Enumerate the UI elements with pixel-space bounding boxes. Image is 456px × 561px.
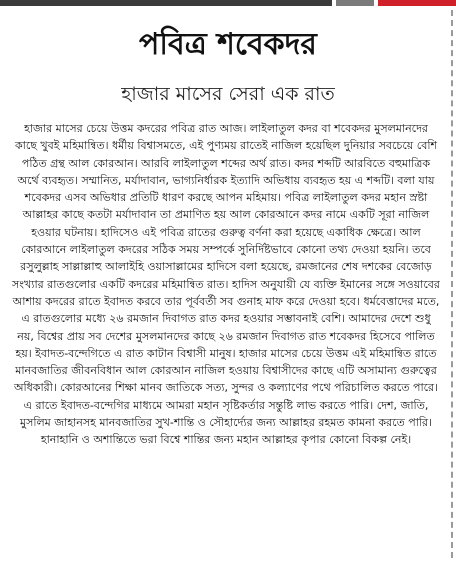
header-strip-dark [0,0,332,6]
header-strip-red [378,0,456,6]
article-subtitle: হাজার মাসের সেরা এক রাত [121,83,335,105]
header-color-strip [0,0,456,6]
article-title: পবিত্র শবেকদর [139,27,317,62]
header-strip-gray [336,0,374,6]
article-body: হাজার মাসের চেয়ে উত্তম কদরের পবিত্র রাত আজ। লাইলাতুল কদর বা শবেকদর মুসলমানদের কাছে খুবই মহিমান্বিত। ধর্মীয় বিশ্বাসমতে, এই পুণ্যময় রাতেই নাজিল হয়েছিল দুনিয়ার সবচেয়ে বেশি পঠিত গ্রন্থ আল কোরআন। আরবি লাইলাতুল শব্দের অর্থ রাত। কদর শব্দটি আরবিতে বহুমাত্রিক অর্থে ব্যবহৃত। সম্মানিত, মর্যাদাবান, ভাগ্যনির্ধারক ইত্যাদি অভিধায় ব্যবহৃত হয় এ শব্দটি। বলা যায় শবেকদর এসব অভিধার প্রতিটি ধারণ করছে আপন মহিমায়। পবিত্র লাইলাতুল কদর মহান স্রষ্টা আল্লাহর কাছে কতটা মর্যাদাবান তা প্রমাণিত হয় আল কোরআনে কদর নামে একটি সূরা নাজিল হওয়ার ঘটনায়। হাদিসেও এই পবিত্র রাতের গুরুত্ব বর্ণনা করা হয়েছে একাধিক ক্ষেত্রে। আল কোরআনে লাইলাতুল কদরের সঠিক সময় সম্পর্কে সুনির্দিষ্টভাবে কোনো তথ্য দেওয়া হয়নি। তবে রসুলুল্লাহ সাল্লাল্লাহু আলাইহি ওয়াসাল্লামের হাদিসে বলা হয়েছে, রমজানের শেষ দশকের বেজোড় সংখ্যার রাতগুলোর একটি কদরের মহিমান্বিত রাত। হাদিস অনুযায়ী যে ব্যক্তি ইমানের সঙ্গে সওয়াবের আশায় কদরের রাতে ইবাদত করবে তার পূর্ববর্তী সব গুনাহ মাফ করে দেওয়া হবে। ধর্মবেত্তাদের মতে, এ রাতগুলোর মধ্যে ২৬ রমজান দিবাগত রাত কদর হওয়ার সম্ভাবনাই বেশি। আমাদের দেশে শুধু নয়, বিশ্বের প্রায় সব দেশের মুসলমানদের কাছে ২৬ রমজান দিবাগত রাত শবেকদর হিসেবে পালিত হয়। ইবাদত-বন্দেগিতে এ রাত কাটান বিশ্বাসী মানুষ। হাজার মাসের চেয়ে উত্তম এই মহিমান্বিত রাতে মানবজাতির জীবনবিধান আল কোরআন নাজিল হওয়ায় বিশ্বাসীদের কাছে এটি অসামান্য গুরুত্বের অধিকারী। কোরআনের শিক্ষা মানব জাতিকে সত্য, সুন্দর ও কল্যাণের পথে পরিচালিত করতে পারে। এ রাতে ইবাদত-বন্দেগির মাধ্যমে আমরা মহান সৃষ্টিকর্তার সন্তুষ্টি লাভ করতে পারি। দেশ, জাতি, মুসলিম জাহানসহ মানবজাতির সুখ-শান্তি ও সৌহার্দ্যের জন্য আল্লাহর রহমত কামনা করতে পারি। হানাহানি ও অশান্তিতে ভরা বিশ্বে শান্তির জন্য মহান আল্লাহর কৃপার কোনো বিকল্প নেই। [12,122,440,447]
